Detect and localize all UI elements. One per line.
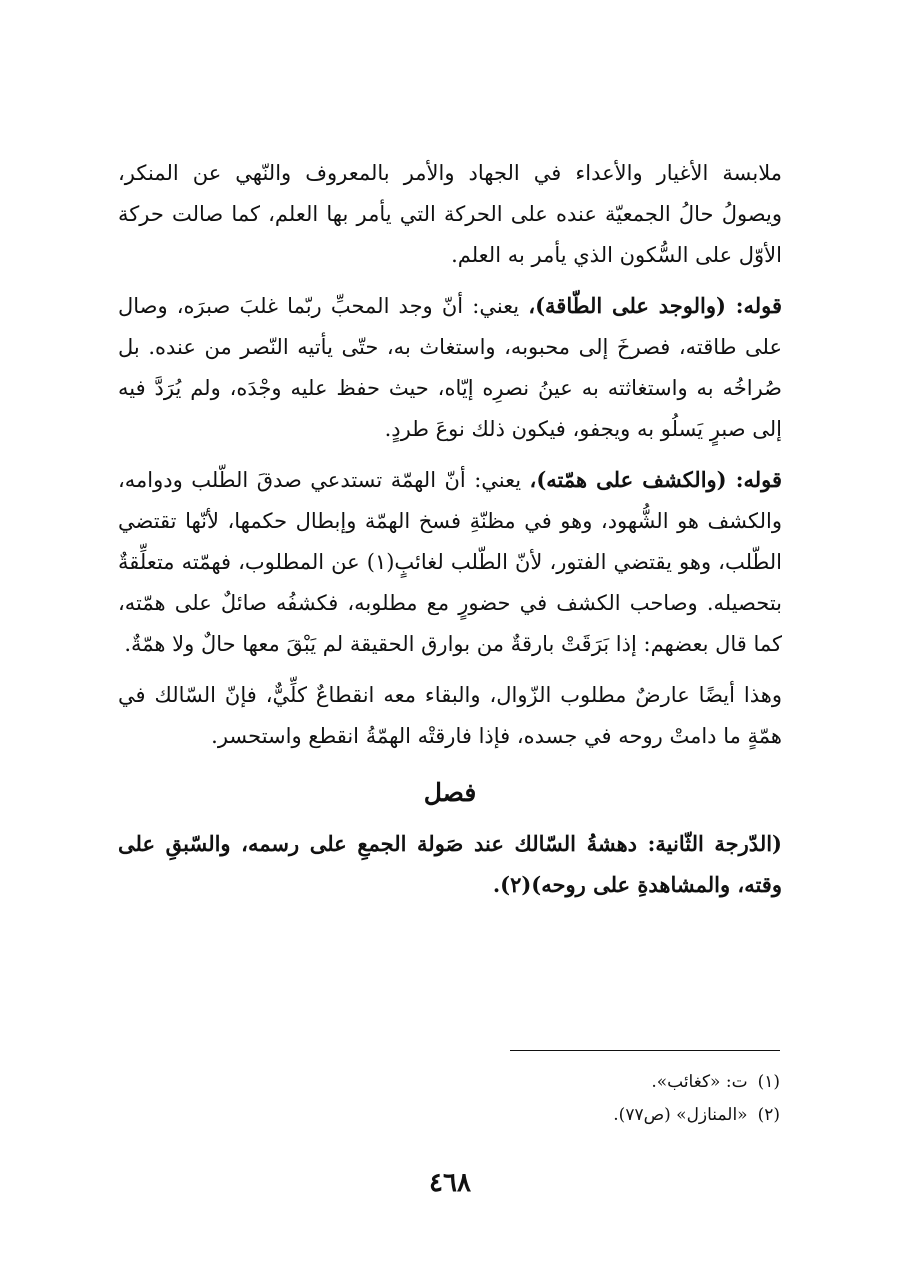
section-heading: فصل [423, 778, 477, 807]
paragraph-2 [118, 285, 782, 450]
page-number: ٤٦٨ [429, 1168, 471, 1198]
paragraph-4-text: وهذا أيضًا عارضٌ مطلوب الزّوال، والبقاء معه انقطاعٌ كلِّيٌّ، فإنّ السّالك في همّةٍ ما دامتْ روحه في جسده، فإذا فارقتْه الهمّةُ انقطع واستحسر. [118, 683, 782, 748]
footnotes [118, 1066, 780, 1132]
footnote-1-text: ت: «كغائب». [651, 1072, 748, 1092]
paragraph-2-text: يعني: أنّ وجد المحبِّ ربّما غلبَ صبرَه، وصال على طاقته، فصرخَ إلى محبوبه، واستغاث به، حتّى يأتيه النّصر من عنده. بل صُراخُه به واستغاثته به عينُ نصرِه إيّاه، حيث حفظ عليه وجْدَه، ولم يُرَدَّ فيه إلى صبرٍ يَسلُو به ويجفو، فيكون ذلك نوعَ طردٍ. [118, 294, 782, 441]
paragraph-1-text: ملابسة الأغيار والأعداء في الجهاد والأمر بالمعروف والنّهي عن المنكر، ويصولُ حالُ الجمعيّة عنده على الحركة التي يأمر بها العلم، كما صالت حركة الأوّل على السُّكون الذي يأمر به العلم. [118, 161, 782, 267]
footnote-2-text: «المنازل» (ص٧٧). [613, 1105, 748, 1125]
footnote-2-number: (٢) [757, 1105, 780, 1125]
paragraph-3-text: يعني: أنّ الهمّة تستدعي صدقَ الطّلب ودوامه، والكشف هو الشُّهود، وهو في مظنّةِ فسخ الهمّة وإبطال حكمها، لأنّها تقتضي الطّلب، وهو يقتضي الفتور، لأنّ الطّلب لغائبٍ(١) عن المطلوب، فهمّته متعلِّقةٌ بتحصيله. وصاحب الكشف في حضورٍ مع مطلوبه، فكشفُه صائلٌ على همّته، كما قال بعضهم: إذا بَرَقَتْ بارقةٌ من بوارق الحقيقة لم يَبْقَ معها حالٌ ولا همّةٌ. [118, 468, 782, 656]
footnote-2 [118, 1099, 780, 1132]
paragraph-1 [118, 152, 782, 276]
paragraph-3 [118, 459, 782, 665]
quoted-text: (الدّرجة الثّانية: دهشةُ السّالك عند صَولة الجمعِ على رسمه، والسّبقِ على وقته، والمشاهدةِ على روحه)(٢). [118, 831, 782, 897]
body-text [118, 152, 782, 905]
footnote-1-number: (١) [757, 1072, 780, 1092]
footnote-1 [118, 1066, 780, 1099]
paragraph-3-lead: قوله: (والكشف على همّته)، [529, 467, 783, 492]
paragraph-2-lead: قوله: (والوجد على الطّاقة)، [528, 293, 782, 318]
footnote-divider [510, 1050, 780, 1051]
paragraph-4 [118, 674, 782, 757]
